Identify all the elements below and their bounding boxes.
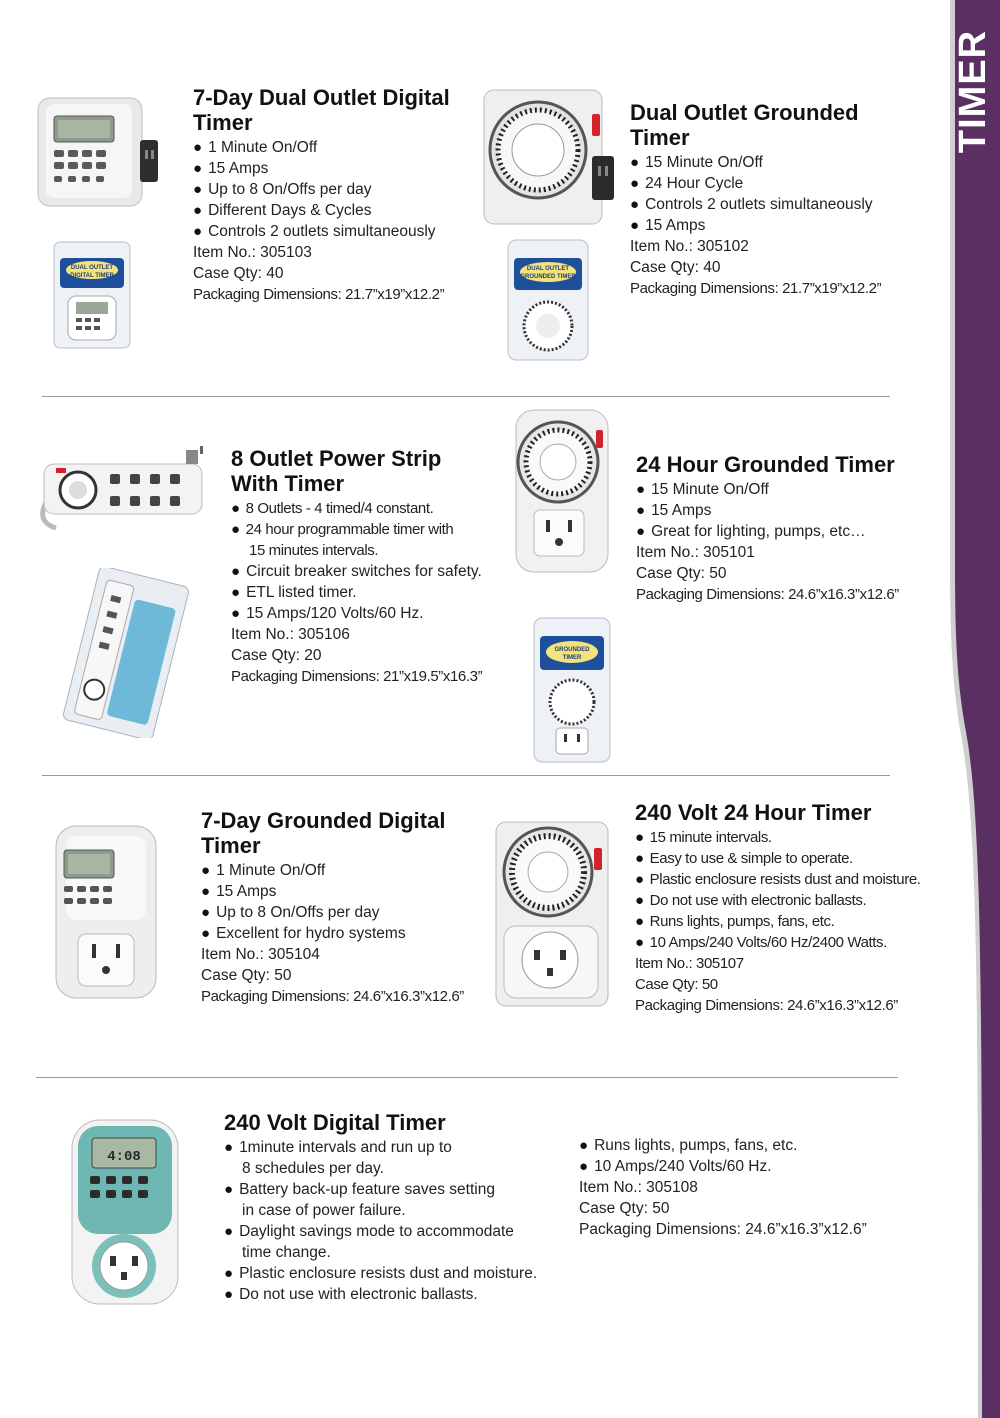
section-divider: [42, 396, 890, 397]
feature-item: ● Plastic enclosure resists dust and moisture.: [224, 1263, 537, 1284]
packaging-dimensions: Packaging Dimensions: 21.7”x19”x12.2”: [630, 280, 882, 297]
product-title-line: 240 Volt Digital Timer: [224, 1110, 446, 1135]
packaging-dimensions: Packaging Dimensions: 21.7”x19”x12.2”: [193, 286, 445, 303]
lcd-time: 4:08: [107, 1149, 141, 1165]
item-number: Item No.: 305101: [636, 544, 755, 561]
product-title-line: 8 Outlet Power Strip: [231, 446, 442, 471]
case-quantity: Case Qty: 50: [636, 565, 727, 582]
case-quantity: Case Qty: 50: [201, 967, 292, 984]
product-title-line: Dual Outlet Grounded: [630, 100, 859, 125]
pkg-label-line1: DUAL OUTLET: [526, 266, 570, 272]
grounded-digital-timer-image: [52, 822, 164, 1007]
feature-item: ● Controls 2 outlets simultaneously: [630, 194, 881, 215]
item-number: Item No.: 305102: [630, 238, 749, 255]
dual-outlet-digital-timer-package: [52, 240, 132, 355]
feature-item: ● Plastic enclosure resists dust and moisture.: [635, 869, 921, 890]
side-tab-band: [938, 0, 1000, 1418]
240-volt-digital-timer-image: [66, 1116, 186, 1313]
side-tab-label: TIMER: [952, 29, 995, 153]
feature-item: ● Controls 2 outlets simultaneously: [193, 221, 450, 242]
feature-item: ● 15 Amps/120 Volts/60 Hz.: [231, 603, 482, 624]
case-quantity: Case Qty: 20: [231, 647, 322, 664]
product-240-volt-digital-timer: [224, 1110, 537, 1305]
feature-item: ● Different Days & Cycles: [193, 200, 450, 221]
feature-item: ● 15 minute intervals.: [635, 827, 921, 848]
case-quantity: Case Qty: 50: [635, 976, 718, 993]
pkg-label-line2: GROUNDED TIMER: [520, 274, 576, 280]
feature-item-continued: 15 minutes intervals.: [249, 542, 379, 559]
dual-outlet-digital-timer-image: [34, 92, 162, 219]
feature-item: ● 15 Amps: [636, 500, 899, 521]
item-number: Item No.: 305108: [579, 1179, 698, 1196]
item-number: Item No.: 305106: [231, 626, 350, 643]
feature-item: ● Runs lights, pumps, fans, etc.: [579, 1135, 867, 1156]
case-quantity: Case Qty: 50: [579, 1200, 670, 1217]
feature-item-continued: 8 schedules per day.: [242, 1160, 384, 1177]
case-quantity: Case Qty: 40: [630, 259, 721, 276]
feature-item: ● Up to 8 On/Offs per day: [193, 179, 450, 200]
product-7day-dual-outlet-digital-timer: [193, 85, 450, 305]
feature-item: ● Circuit breaker switches for safety.: [231, 561, 482, 582]
pkg-label-line2: TIMER: [562, 655, 582, 661]
feature-item: ● Do not use with electronic ballasts.: [635, 890, 921, 911]
feature-item: ● 8 Outlets - 4 timed/4 constant.: [231, 498, 482, 519]
feature-item: ● Battery back-up feature saves setting: [224, 1179, 537, 1200]
pkg-label-line2: DIGITAL TIMER: [70, 273, 114, 279]
product-title-line: 7-Day Dual Outlet Digital: [193, 85, 450, 110]
feature-item: ● 15 Minute On/Off: [630, 152, 881, 173]
packaging-dimensions: Packaging Dimensions: 24.6”x16.3”x12.6”: [201, 988, 464, 1005]
product-title-line: Timer: [630, 125, 690, 150]
product-title-line: With Timer: [231, 471, 345, 496]
product-title-line: 7-Day Grounded Digital: [201, 808, 446, 833]
feature-item: ● 24 hour programmable timer with: [231, 519, 482, 540]
feature-item: ● Up to 8 On/Offs per day: [201, 902, 464, 923]
product-7day-grounded-digital-timer: [201, 808, 464, 1007]
section-divider: [36, 1077, 898, 1078]
power-strip-timer-image: [36, 442, 212, 537]
feature-item: ● Easy to use & simple to operate.: [635, 848, 921, 869]
product-240-volt-digital-timer-col2: [579, 1135, 867, 1240]
product-title: [635, 800, 921, 825]
feature-item: ● 15 Amps: [630, 215, 881, 236]
240-volt-24-hour-timer-image: [490, 818, 614, 1015]
grounded-timer-package: [532, 616, 612, 769]
case-quantity: Case Qty: 40: [193, 265, 284, 282]
product-title-line: 24 Hour Grounded Timer: [636, 452, 895, 477]
section-divider: [42, 775, 890, 776]
feature-item: ● 10 Amps/240 Volts/60 Hz/2400 Watts.: [635, 932, 921, 953]
item-number: Item No.: 305107: [635, 955, 744, 972]
product-title-line: Timer: [201, 833, 261, 858]
product-8-outlet-power-strip: [231, 446, 482, 687]
side-tab: [938, 0, 1000, 1418]
feature-item: ● 1 Minute On/Off: [201, 860, 464, 881]
dual-outlet-grounded-timer-image: [478, 84, 618, 239]
packaging-dimensions: Packaging Dimensions: 24.6”x16.3”x12.6”: [635, 997, 898, 1014]
packaging-dimensions: Packaging Dimensions: 24.6”x16.3”x12.6”: [579, 1221, 867, 1238]
feature-item: ● Great for lighting, pumps, etc…: [636, 521, 899, 542]
power-strip-timer-package: [60, 568, 190, 743]
packaging-dimensions: Packaging Dimensions: 21”x19.5”x16.3”: [231, 668, 483, 685]
feature-item: ● 10 Amps/240 Volts/60 Hz.: [579, 1156, 867, 1177]
feature-item: ● 15 Amps: [193, 158, 450, 179]
feature-item: ● 1minute intervals and run up to: [224, 1137, 537, 1158]
feature-item-continued: time change.: [242, 1244, 331, 1261]
pkg-label-line1: DUAL OUTLET: [70, 265, 114, 271]
product-title-line: 240 Volt 24 Hour Timer: [635, 800, 872, 825]
feature-item: ● 24 Hour Cycle: [630, 173, 881, 194]
product-dual-outlet-grounded-timer: [630, 100, 881, 299]
feature-item: ● 15 Minute On/Off: [636, 479, 899, 500]
feature-item: ● Excellent for hydro systems: [201, 923, 464, 944]
item-number: Item No.: 305104: [201, 946, 320, 963]
grounded-timer-image: [510, 406, 614, 581]
item-number: Item No.: 305103: [193, 244, 312, 261]
feature-item: ● ETL listed timer.: [231, 582, 482, 603]
feature-item: ● Do not use with electronic ballasts.: [224, 1284, 537, 1305]
product-title: [231, 446, 482, 496]
product-title: [636, 452, 899, 477]
product-title-line: Timer: [193, 110, 253, 135]
feature-item: ● 15 Amps: [201, 881, 464, 902]
product-title: [630, 100, 881, 150]
product-title: [201, 808, 464, 858]
feature-item-continued: in case of power failure.: [242, 1202, 406, 1219]
product-title: [224, 1110, 537, 1135]
feature-item: ● Daylight savings mode to accommodate: [224, 1221, 537, 1242]
packaging-dimensions: Packaging Dimensions: 24.6”x16.3”x12.6”: [636, 586, 899, 603]
product-240-volt-24-hour-timer: [635, 800, 921, 1016]
product-24-hour-grounded-timer: [636, 452, 899, 605]
dual-outlet-grounded-timer-package: [506, 238, 590, 367]
pkg-label-line1: GROUNDED: [554, 647, 590, 653]
feature-item: ● Runs lights, pumps, fans, etc.: [635, 911, 921, 932]
feature-item: ● 1 Minute On/Off: [193, 137, 450, 158]
product-title: [193, 85, 450, 135]
